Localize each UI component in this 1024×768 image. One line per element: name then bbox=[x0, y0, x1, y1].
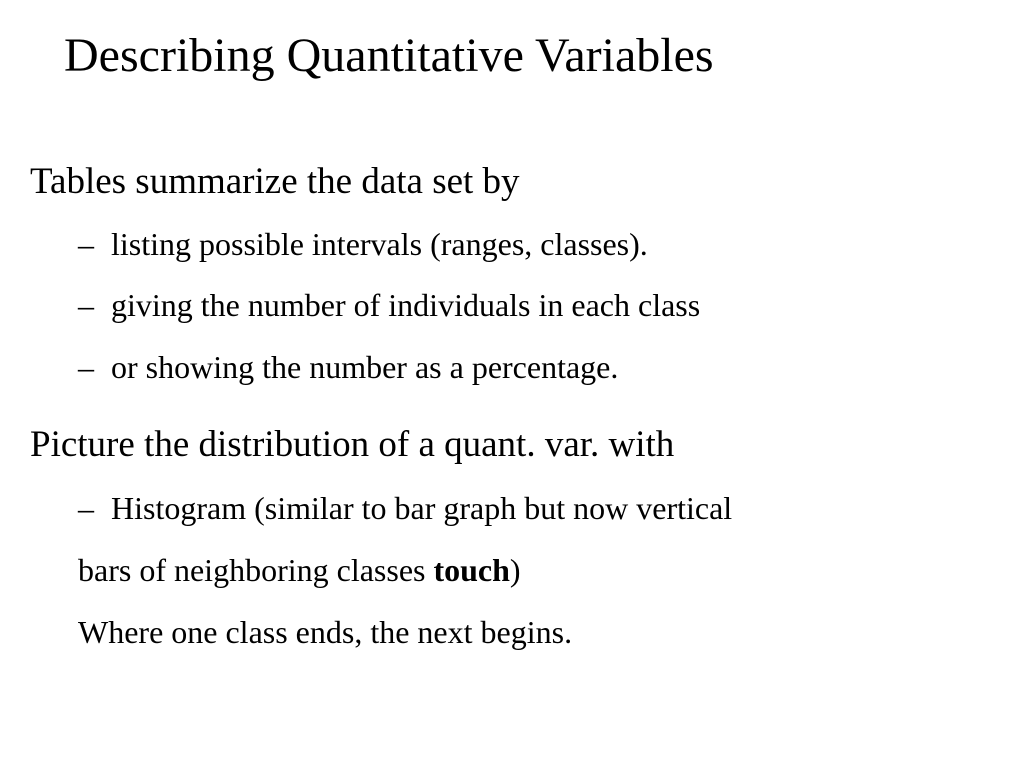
dash-marker: – bbox=[78, 349, 94, 385]
bullet-picture-distribution: Picture the distribution of a quant. var. with bbox=[30, 424, 675, 465]
sub-bullet-text: giving the number of individuals in each class bbox=[111, 287, 701, 323]
emphasis-touch: touch bbox=[433, 552, 510, 588]
dash-marker: – bbox=[78, 226, 94, 262]
continuation-close: ) bbox=[509, 552, 521, 588]
bullet-tables-summarize: Tables summarize the data set by bbox=[30, 161, 520, 202]
sub-bullet-listing-intervals bbox=[78, 224, 648, 264]
sub-bullet-text: or showing the number as a percentage. bbox=[111, 349, 619, 385]
slide-title: Describing Quantitative Variables bbox=[64, 29, 714, 82]
sub-bullet-class-ends: Where one class ends, the next begins. bbox=[78, 614, 573, 650]
dash-marker: – bbox=[78, 490, 94, 526]
sub-bullet-showing-percentage bbox=[78, 347, 618, 387]
dash-marker: – bbox=[78, 287, 94, 323]
sub-bullet-text: Histogram (similar to bar graph but now vertical bbox=[111, 490, 733, 526]
continuation-text: bars of neighboring classes bbox=[78, 552, 434, 588]
sub-bullet-histogram bbox=[78, 488, 732, 528]
sub-bullet-text: listing possible intervals (ranges, classes). bbox=[111, 226, 648, 262]
sub-bullet-giving-number bbox=[78, 285, 700, 325]
sub-bullet-continuation bbox=[78, 550, 521, 590]
